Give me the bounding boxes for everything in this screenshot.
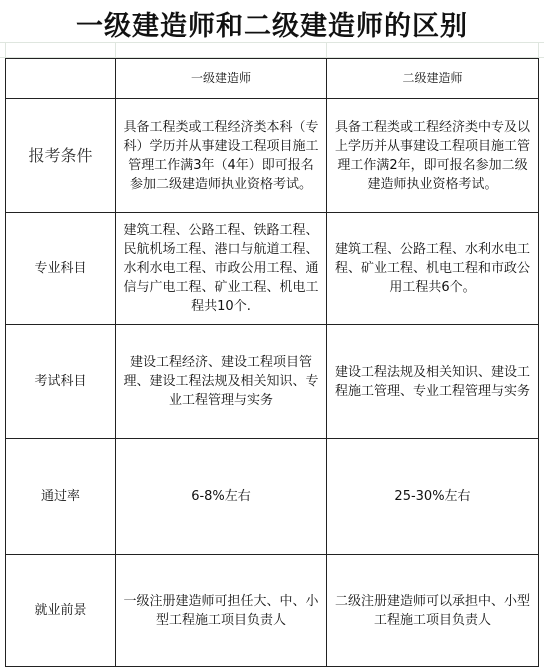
cell-erji-kaoshi: 建设工程法规及相关知识、建设工程施工管理、专业工程管理与实务 xyxy=(327,325,539,439)
header-cell-erji: 二级建造师 xyxy=(327,59,539,99)
table-row xyxy=(6,325,539,439)
cell-erji-tongguolv: 25-30%左右 xyxy=(327,439,539,555)
header-cell-empty xyxy=(6,59,116,99)
cell-erji-zhuanye: 建筑工程、公路工程、水利水电工程、矿业工程、机电工程和市政公用工程共6个。 xyxy=(327,213,539,325)
grid-divider xyxy=(538,43,539,57)
table-row xyxy=(6,213,539,325)
cell-yiji-jiuye: 一级注册建造师可担任大、中、小型工程施工项目负责人 xyxy=(116,555,327,667)
row-label-jiuye: 就业前景 xyxy=(6,555,116,667)
cell-yiji-baokao: 具备工程类或工程经济类本科（专科）学历并从事建设工程项目施工管理工作满3年（4年）即可报名参加二级建造师执业资格考试。 xyxy=(116,99,327,213)
header-cell-yiji: 一级建造师 xyxy=(116,59,327,99)
cell-erji-baokao: 具备工程类或工程经济类中专及以上学历并从事建设工程项目施工管理工作满2年，即可报名参加二级建造师执业资格考试。 xyxy=(327,99,539,213)
cell-erji-jiuye: 二级注册建造师可以承担中、小型工程施工项目负责人 xyxy=(327,555,539,667)
table-row xyxy=(6,555,539,667)
row-label-tongguolv: 通过率 xyxy=(6,439,116,555)
grid-divider xyxy=(5,43,6,57)
page-title: 一级建造师和二级建造师的区别 xyxy=(76,10,468,42)
cell-yiji-tongguolv: 6-8%左右 xyxy=(116,439,327,555)
table-header-row xyxy=(6,59,539,99)
row-label-kaoshi: 考试科目 xyxy=(6,325,116,439)
grid-divider xyxy=(326,43,327,57)
row-label-zhuanye: 专业科目 xyxy=(6,213,116,325)
table-row xyxy=(6,99,539,213)
cell-yiji-kaoshi: 建设工程经济、建设工程项目管理、建设工程法规及相关知识、专业工程管理与实务 xyxy=(116,325,327,439)
table-row xyxy=(6,439,539,555)
spreadsheet-gridline xyxy=(0,42,544,58)
grid-divider xyxy=(115,43,116,57)
row-label-baokao: 报考条件 xyxy=(6,99,116,213)
cell-yiji-zhuanye: 建筑工程、公路工程、铁路工程、民航机场工程、港口与航道工程、水利水电工程、市政公用工程、通信与广电工程、矿业工程、机电工程共10个. xyxy=(116,213,327,325)
comparison-table xyxy=(5,58,539,667)
